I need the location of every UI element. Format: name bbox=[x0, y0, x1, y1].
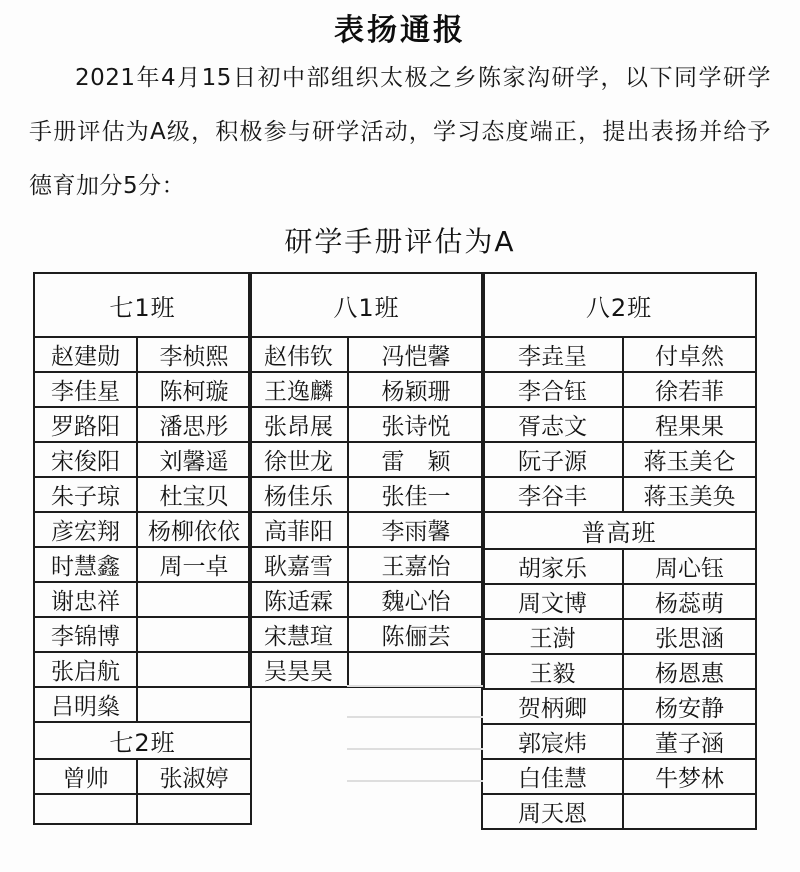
student-table bbox=[33, 272, 755, 827]
notice-body-line: 2021年4月15日初中部组织太极之乡陈家沟研学，以下同学研学 bbox=[75, 65, 771, 91]
student-name-cell: 杨蕊萌 bbox=[623, 584, 756, 619]
class-header: 八1班 bbox=[249, 273, 484, 337]
student-name-cell: 张昂展 bbox=[249, 407, 348, 442]
student-name-cell: 张淑婷 bbox=[137, 759, 251, 794]
student-name-cell: 张诗悦 bbox=[348, 407, 484, 442]
student-name-cell: 时慧鑫 bbox=[34, 547, 137, 582]
student-name-cell: 牛梦林 bbox=[623, 759, 756, 794]
student-name-cell: 李桢熙 bbox=[137, 337, 251, 372]
class-table-7-1 bbox=[33, 272, 252, 825]
student-name-cell: 赵伟钦 bbox=[249, 337, 348, 372]
student-name-cell bbox=[137, 582, 251, 617]
student-name-cell: 蒋玉美奂 bbox=[623, 477, 756, 512]
student-name-cell bbox=[137, 617, 251, 652]
student-name-cell: 周天恩 bbox=[482, 794, 623, 829]
student-name-cell bbox=[348, 652, 484, 687]
student-name-cell: 李谷丰 bbox=[482, 477, 623, 512]
student-name-cell: 周一卓 bbox=[137, 547, 251, 582]
notice-title: 表扬通报 bbox=[334, 13, 466, 48]
ghost-gridline bbox=[347, 748, 483, 750]
student-name-cell: 郭宸炜 bbox=[482, 724, 623, 759]
student-name-cell bbox=[137, 652, 251, 687]
student-name-cell: 陈适霖 bbox=[249, 582, 348, 617]
table-caption: 研学手册评估为A bbox=[284, 225, 516, 258]
student-name-cell: 杨恩惠 bbox=[623, 654, 756, 689]
student-name-cell bbox=[34, 794, 137, 824]
student-name-cell: 魏心怡 bbox=[348, 582, 484, 617]
student-name-cell: 付卓然 bbox=[623, 337, 756, 372]
notice-body-line: 手册评估为A级，积极参与研学活动，学习态度端正，提出表扬并给予 bbox=[29, 119, 771, 145]
subclass-header: 普高班 bbox=[482, 512, 756, 549]
student-name-cell: 赵建勋 bbox=[34, 337, 137, 372]
student-name-cell: 张思涵 bbox=[623, 619, 756, 654]
student-name-cell: 周文博 bbox=[482, 584, 623, 619]
notice-body bbox=[29, 51, 771, 213]
ghost-gridline bbox=[347, 716, 483, 718]
class-header: 八2班 bbox=[482, 273, 756, 337]
student-name-cell: 潘思彤 bbox=[137, 407, 251, 442]
student-name-cell: 高菲阳 bbox=[249, 512, 348, 547]
student-name-cell bbox=[623, 794, 756, 829]
ghost-gridline bbox=[347, 780, 483, 782]
student-name-cell: 朱子琼 bbox=[34, 477, 137, 512]
student-name-cell: 耿嘉雪 bbox=[249, 547, 348, 582]
student-name-cell: 杨佳乐 bbox=[249, 477, 348, 512]
student-name-cell: 彦宏翔 bbox=[34, 512, 137, 547]
student-name-cell: 阮子源 bbox=[482, 442, 623, 477]
class-table-8-1 bbox=[248, 272, 485, 688]
student-name-cell: 徐世龙 bbox=[249, 442, 348, 477]
student-name-cell: 杨颖珊 bbox=[348, 372, 484, 407]
student-name-cell: 张启航 bbox=[34, 652, 137, 687]
student-name-cell: 李佳星 bbox=[34, 372, 137, 407]
student-name-cell: 贺柄卿 bbox=[482, 689, 623, 724]
student-name-cell: 杨安静 bbox=[623, 689, 756, 724]
student-name-cell: 蒋玉美仑 bbox=[623, 442, 756, 477]
student-name-cell: 冯恺馨 bbox=[348, 337, 484, 372]
student-name-cell: 宋慧瑄 bbox=[249, 617, 348, 652]
student-name-cell: 李雨馨 bbox=[348, 512, 484, 547]
student-name-cell bbox=[137, 794, 251, 824]
student-name-cell: 胥志文 bbox=[482, 407, 623, 442]
student-name-cell: 吴昊昊 bbox=[249, 652, 348, 687]
student-name-cell: 王逸麟 bbox=[249, 372, 348, 407]
student-name-cell: 宋俊阳 bbox=[34, 442, 137, 477]
student-name-cell: 张佳一 bbox=[348, 477, 484, 512]
student-name-cell: 罗路阳 bbox=[34, 407, 137, 442]
student-name-cell: 李合钰 bbox=[482, 372, 623, 407]
student-name-cell: 陈俪芸 bbox=[348, 617, 484, 652]
student-name-cell: 李锦博 bbox=[34, 617, 137, 652]
student-name-cell: 周心钰 bbox=[623, 549, 756, 584]
student-name-cell: 程果果 bbox=[623, 407, 756, 442]
student-name-cell: 胡家乐 bbox=[482, 549, 623, 584]
student-name-cell: 王嘉怡 bbox=[348, 547, 484, 582]
student-name-cell: 李垚呈 bbox=[482, 337, 623, 372]
student-name-cell: 董子涵 bbox=[623, 724, 756, 759]
student-name-cell: 曾帅 bbox=[34, 759, 137, 794]
student-name-cell bbox=[137, 687, 251, 722]
student-name-cell: 王毅 bbox=[482, 654, 623, 689]
student-name-cell: 徐若菲 bbox=[623, 372, 756, 407]
student-name-cell: 王澍 bbox=[482, 619, 623, 654]
class-header: 七1班 bbox=[34, 273, 251, 337]
student-name-cell: 谢忠祥 bbox=[34, 582, 137, 617]
student-name-cell: 白佳慧 bbox=[482, 759, 623, 794]
student-name-cell: 雷 颖 bbox=[348, 442, 484, 477]
student-name-cell: 杜宝贝 bbox=[137, 477, 251, 512]
student-name-cell: 刘馨遥 bbox=[137, 442, 251, 477]
student-name-cell: 杨柳依依 bbox=[137, 512, 251, 547]
notice-body-line: 德育加分5分： bbox=[29, 173, 186, 199]
student-name-cell: 陈柯璇 bbox=[137, 372, 251, 407]
subclass-header: 七2班 bbox=[34, 722, 251, 759]
ghost-gridline bbox=[347, 685, 483, 687]
student-name-cell: 吕明燊 bbox=[34, 687, 137, 722]
class-table-8-2 bbox=[481, 272, 757, 830]
